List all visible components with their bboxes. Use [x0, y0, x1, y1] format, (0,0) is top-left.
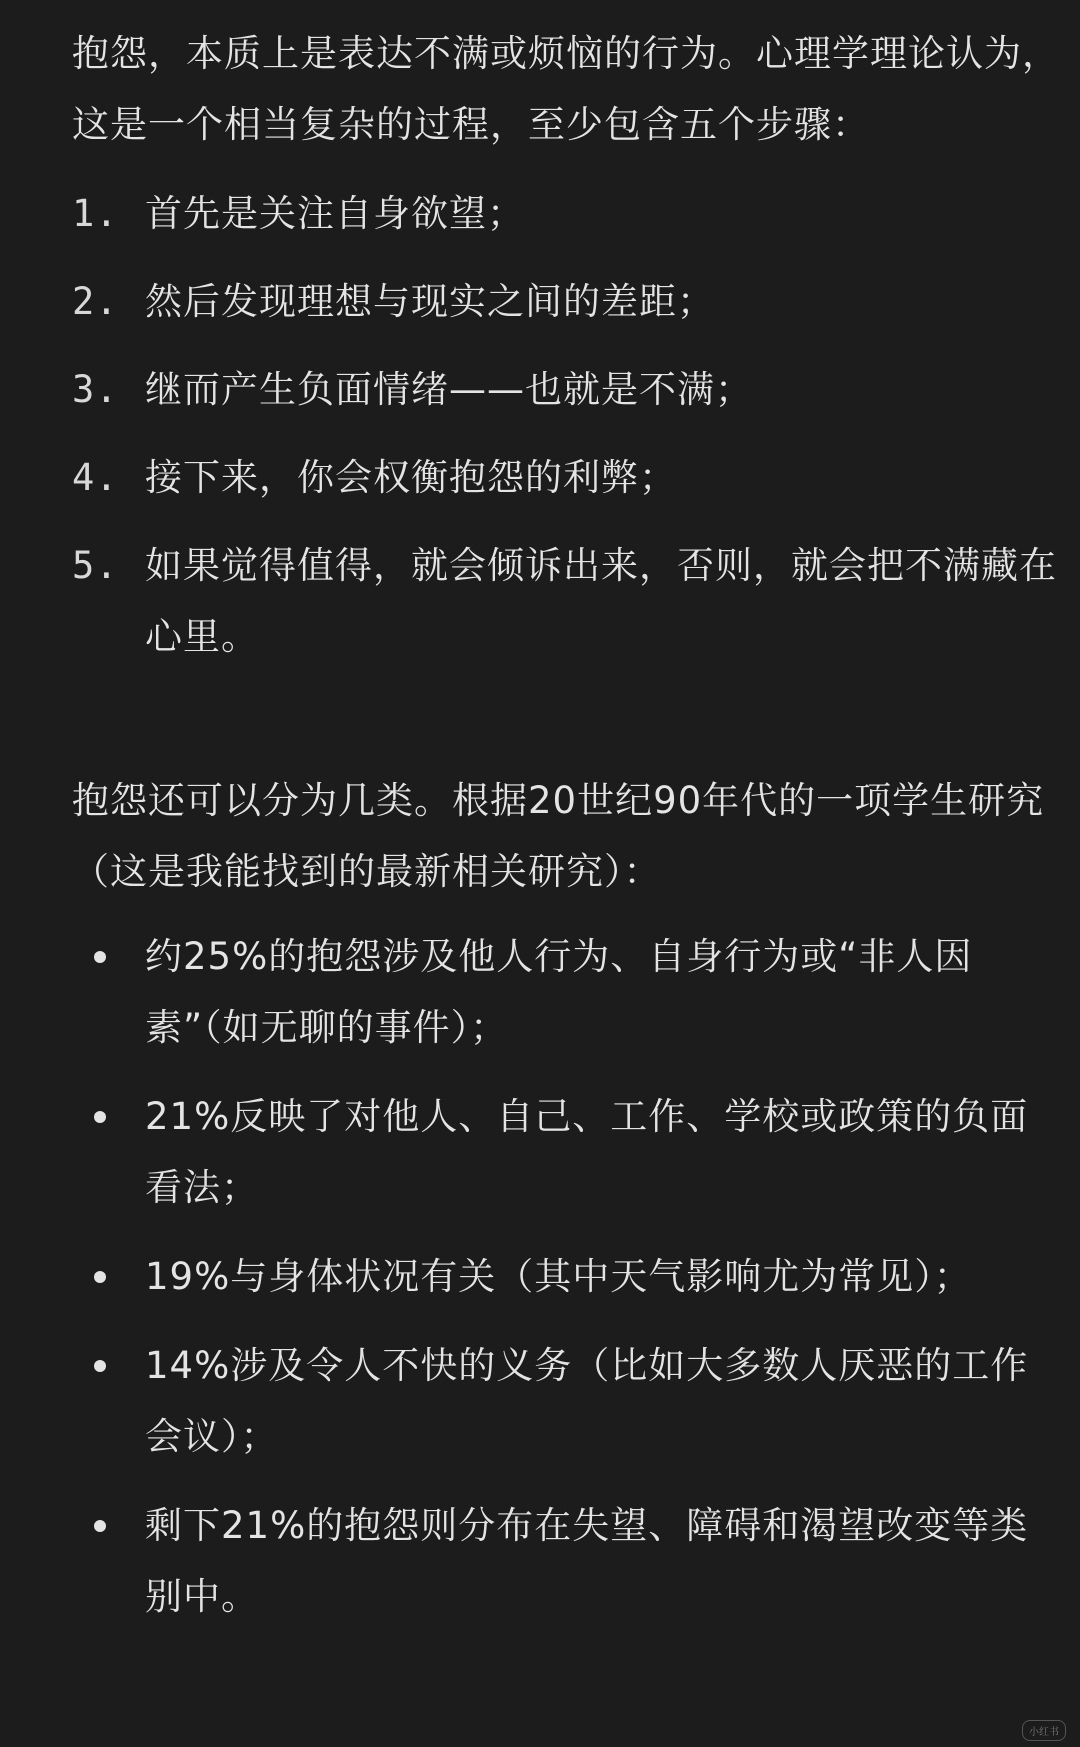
bullet-icon: [94, 951, 106, 963]
list-item: [72, 530, 1062, 672]
list-number: 4.: [72, 456, 119, 499]
list-item-text: 然后发现理想与现实之间的差距；: [145, 280, 715, 323]
list-item: [72, 442, 1062, 513]
list-item-text: 14%涉及令人不快的义务（比如大多数人厌恶的工作会议）；: [145, 1344, 1029, 1458]
bullet-icon: [94, 1271, 106, 1283]
list-item-text: 剩下21%的抱怨则分布在失望、障碍和渴望改变等类别中。: [145, 1504, 1029, 1618]
list-number: 3.: [72, 368, 119, 411]
list-item: [72, 921, 1062, 1063]
bullet-icon: [94, 1360, 106, 1372]
categories-paragraph: 抱怨还可以分为几类。根据20世纪90年代的一项学生研究（这是我能找到的最新相关研究）：: [72, 779, 1045, 893]
list-item: [72, 266, 1062, 337]
list-item-text: 首先是关注自身欲望；: [145, 192, 525, 235]
list-number: 1.: [72, 192, 119, 235]
list-item-text: 21%反映了对他人、自己、工作、学校或政策的负面看法；: [145, 1095, 1029, 1209]
bullet-icon: [94, 1111, 106, 1123]
list-item-text: 19%与身体状况有关（其中天气影响尤为常见）；: [145, 1255, 972, 1298]
list-item: [72, 1490, 1062, 1632]
list-item-text: 接下来，你会权衡抱怨的利弊；: [145, 456, 677, 499]
list-item: [72, 1330, 1062, 1472]
list-item-text: 继而产生负面情绪——也就是不满；: [145, 368, 753, 411]
list-item: [72, 1081, 1062, 1223]
steps-list: [72, 178, 1062, 672]
section-spacer: [72, 689, 1062, 765]
list-item: [72, 1241, 1062, 1312]
article-body: [72, 18, 1062, 1650]
list-number: 5.: [72, 544, 119, 587]
watermark-logo: 小红书: [1022, 1720, 1066, 1741]
list-item: [72, 354, 1062, 425]
list-item: [72, 178, 1062, 249]
list-item-text: 约25%的抱怨涉及他人行为、自身行为或“非人因素”（如无聊的事件）；: [145, 935, 973, 1049]
categories-list: [72, 921, 1062, 1632]
list-number: 2.: [72, 280, 119, 323]
bullet-icon: [94, 1520, 106, 1532]
list-item-text: 如果觉得值得，就会倾诉出来，否则，就会把不满藏在心里。: [145, 544, 1057, 658]
intro-paragraph: 抱怨，本质上是表达不满或烦恼的行为。心理学理论认为，这是一个相当复杂的过程，至少包含五个步骤：: [72, 32, 1060, 146]
